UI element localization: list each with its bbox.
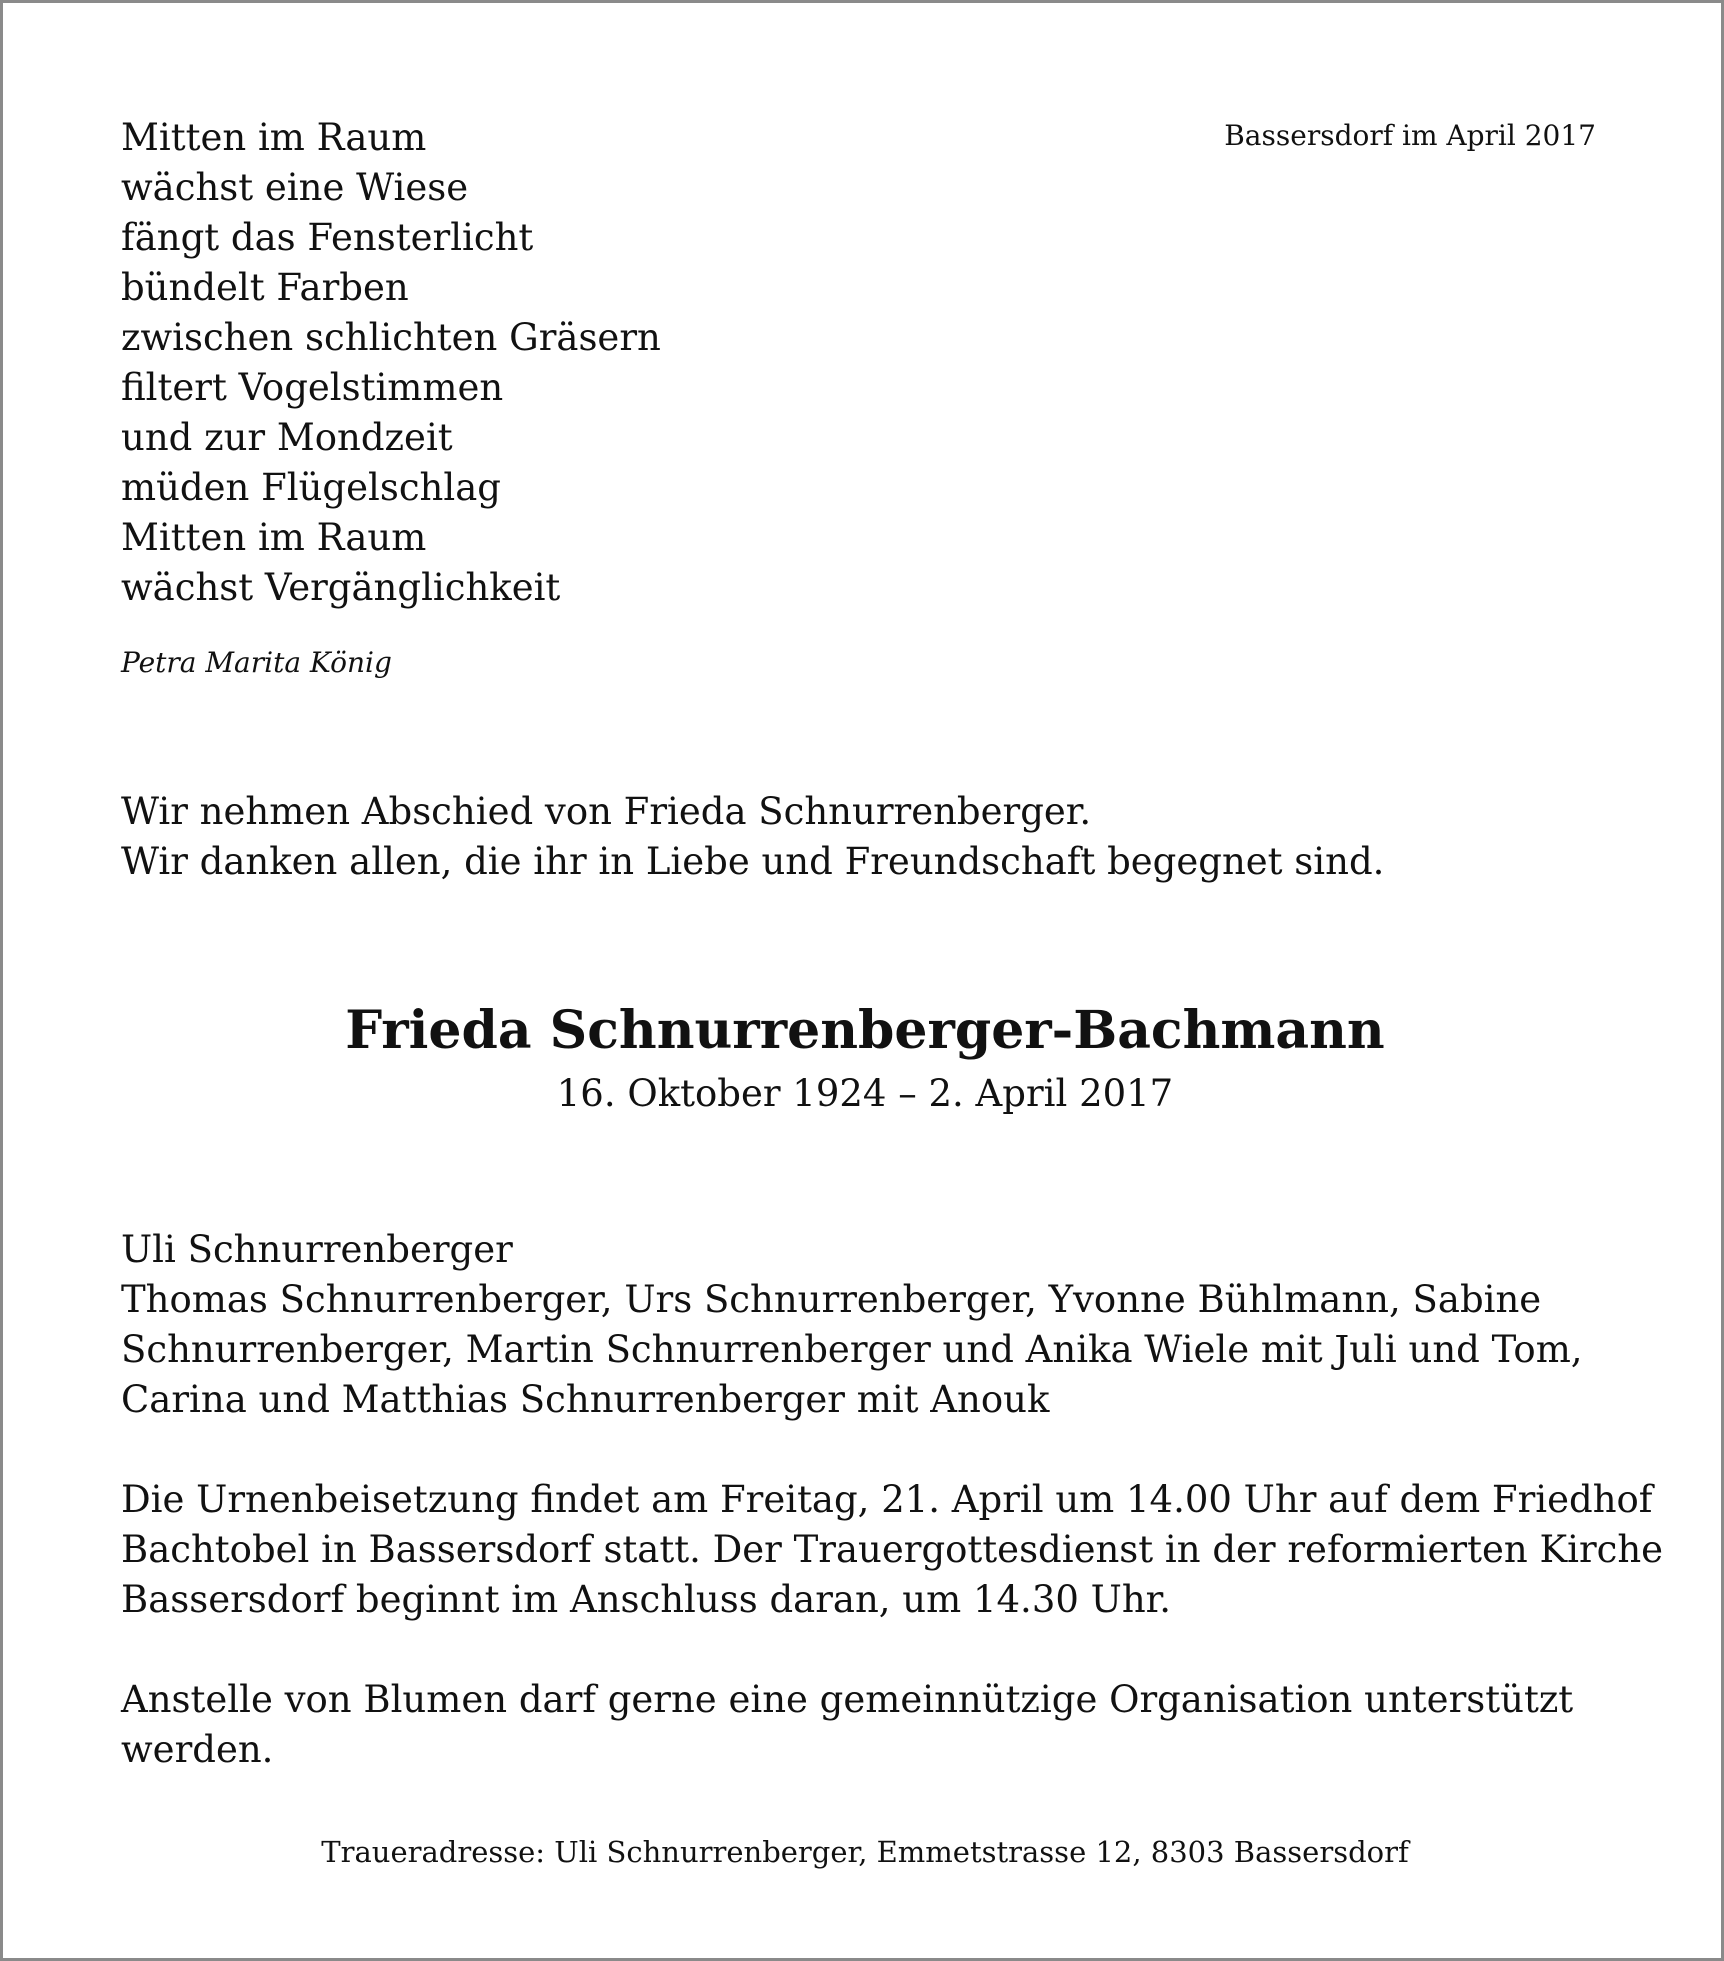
funeral-info-line: Die Urnenbeisetzung findet am Freitag, 21. April um 14.00 Uhr auf dem Friedhof: [121, 1478, 1653, 1521]
poem-line: müden Flügelschlag: [121, 466, 501, 509]
funeral-info: [121, 1475, 1664, 1625]
farewell-line: Wir danken allen, die ihr in Liebe und Freundschaft begegnet sind.: [121, 840, 1385, 883]
poem-line: fängt das Fensterlicht: [121, 216, 534, 259]
mourners-line: Uli Schnurrenberger: [121, 1228, 513, 1271]
flowers-note-line: werden.: [121, 1728, 274, 1771]
mourners-line: Schnurrenberger, Martin Schnurrenberger und Anika Wiele mit Juli und Tom,: [121, 1328, 1583, 1371]
poem-line: filtert Vogelstimmen: [121, 366, 504, 409]
funeral-info-line: Bachtobel in Bassersdorf statt. Der Trauergottesdienst in der reformierten Kirche: [121, 1528, 1664, 1571]
farewell-text: [121, 787, 1384, 887]
place-date: Bassersdorf im April 2017: [1224, 119, 1596, 152]
poem-line: Mitten im Raum: [121, 116, 427, 159]
poem-line: wächst eine Wiese: [121, 166, 469, 209]
flowers-note-line: Anstelle von Blumen darf gerne eine gemeinnützige Organisation unterstützt: [121, 1678, 1574, 1721]
poem: [121, 113, 661, 613]
poem-line: Mitten im Raum: [121, 516, 427, 559]
mourning-address: Traueradresse: Uli Schnurrenberger, Emmetstrasse 12, 8303 Bassersdorf: [321, 1835, 1409, 1869]
mourners-line: Carina und Matthias Schnurrenberger mit Anouk: [121, 1378, 1050, 1421]
deceased-name: Frieda Schnurrenberger-Bachmann: [345, 1000, 1385, 1061]
poem-line: und zur Mondzeit: [121, 416, 453, 459]
poem-line: bündelt Farben: [121, 266, 409, 309]
life-dates: 16. Oktober 1924 – 2. April 2017: [556, 1072, 1174, 1115]
flowers-note: [121, 1675, 1611, 1775]
poem-line: zwischen schlichten Gräsern: [121, 316, 661, 359]
mourners-line: Thomas Schnurrenberger, Urs Schnurrenberger, Yvonne Bühlmann, Sabine: [121, 1278, 1542, 1321]
poem-author: Petra Marita König: [121, 646, 392, 679]
mourners-list: [121, 1225, 1611, 1425]
funeral-info-line: Bassersdorf beginnt im Anschluss daran, um 14.30 Uhr.: [121, 1578, 1172, 1621]
farewell-line: Wir nehmen Abschied von Frieda Schnurrenberger.: [121, 790, 1092, 833]
poem-line: wächst Vergänglichkeit: [121, 566, 561, 609]
deceased-block: [3, 997, 1724, 1119]
